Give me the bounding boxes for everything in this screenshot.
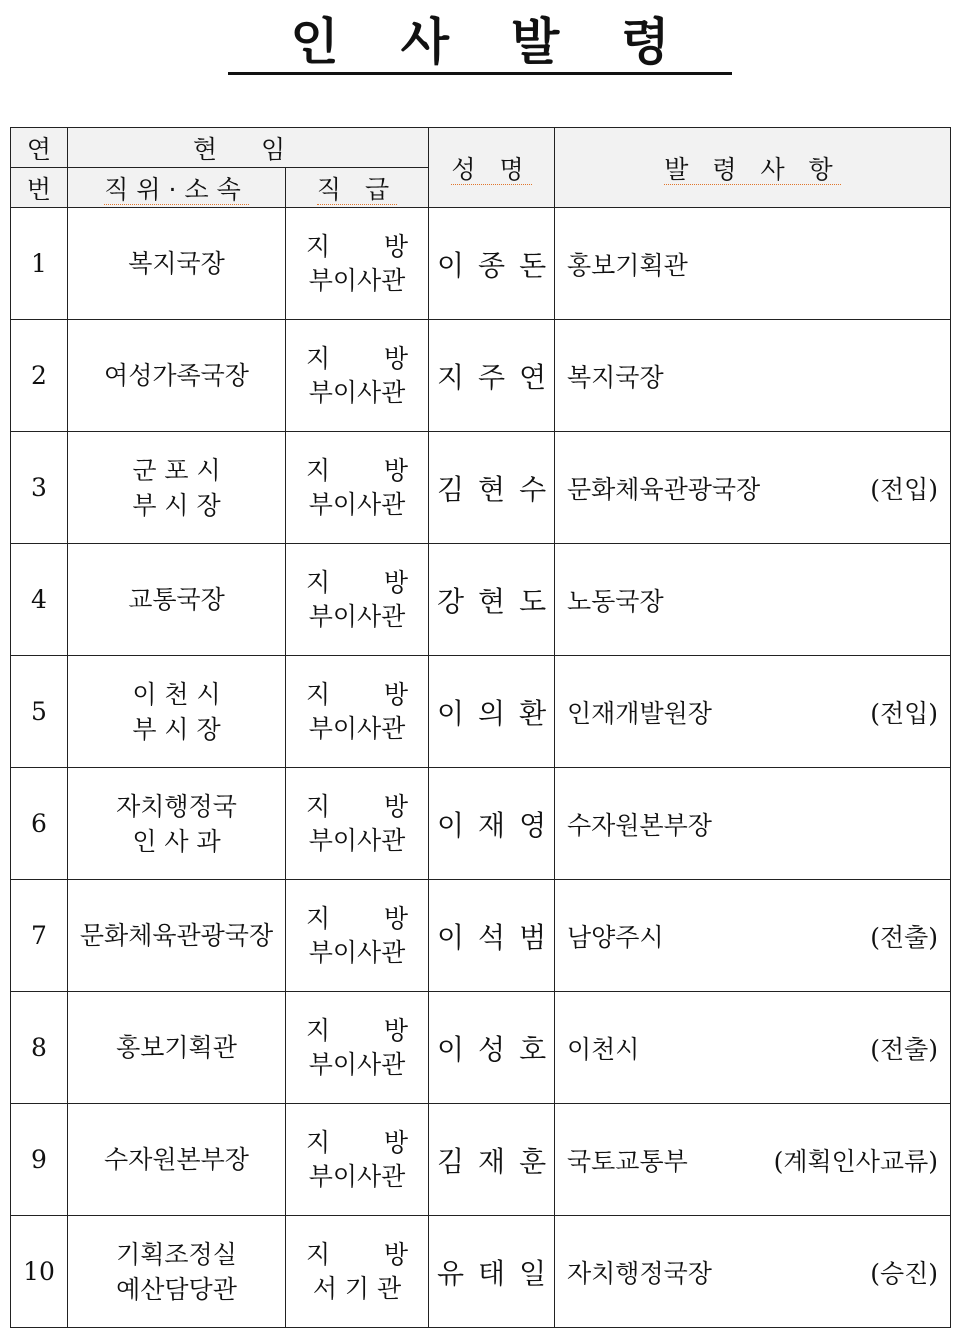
table-body — [11, 208, 951, 1328]
table-row — [11, 768, 951, 880]
header-no-bottom: 번 — [11, 168, 68, 208]
position-line1: 이 천 시 — [132, 679, 221, 709]
appointment-text: 이천시 — [567, 1034, 640, 1064]
header-current: 현 임 — [68, 128, 429, 168]
current-position — [68, 992, 286, 1104]
position-line1: 기획조정실 — [116, 1239, 237, 1269]
person-name: 김재훈 — [429, 1104, 555, 1216]
row-number: 6 — [11, 768, 68, 880]
current-position — [68, 656, 286, 768]
header-order: 발 령 사 항 — [555, 128, 951, 208]
current-position — [68, 320, 286, 432]
current-grade — [286, 1104, 429, 1216]
appointment — [555, 1104, 951, 1216]
grade-line1: 지 방 — [306, 567, 408, 597]
header-no-top: 연 — [11, 128, 68, 168]
current-position — [68, 1216, 286, 1328]
current-position — [68, 544, 286, 656]
order-note: (계획인사교류) — [773, 1146, 938, 1176]
grade-line1: 지 방 — [306, 1239, 408, 1269]
table-row — [11, 1216, 951, 1328]
position-line2: 예산담당관 — [116, 1274, 237, 1304]
appointment-text: 국토교통부 — [567, 1146, 688, 1176]
appointment — [555, 768, 951, 880]
row-number: 9 — [11, 1104, 68, 1216]
grade-line2: 부이사관 — [308, 489, 406, 519]
table-row — [11, 208, 951, 320]
current-grade — [286, 208, 429, 320]
grade-line2: 부이사관 — [308, 601, 406, 631]
grade-line2: 부이사관 — [308, 937, 406, 967]
appointment — [555, 656, 951, 768]
person-name: 김현수 — [429, 432, 555, 544]
table-row — [11, 880, 951, 992]
table-row — [11, 992, 951, 1104]
order-note: (전출) — [870, 922, 938, 952]
current-position — [68, 768, 286, 880]
grade-line2: 부이사관 — [308, 1161, 406, 1191]
appointment-text: 문화체육관광국장 — [567, 474, 761, 504]
appointment — [555, 320, 951, 432]
table-row — [11, 656, 951, 768]
grade-line1: 지 방 — [306, 679, 408, 709]
table-row — [11, 320, 951, 432]
position-line2: 부 시 장 — [132, 714, 221, 744]
table-row — [11, 544, 951, 656]
order-note: (승진) — [870, 1258, 938, 1288]
row-number: 2 — [11, 320, 68, 432]
grade-line2: 부이사관 — [308, 713, 406, 743]
current-position — [68, 208, 286, 320]
position-line2: 인 사 과 — [132, 826, 221, 856]
header-name: 성 명 — [429, 128, 555, 208]
current-grade — [286, 992, 429, 1104]
position-line1: 홍보기획관 — [116, 1033, 237, 1062]
current-grade — [286, 1216, 429, 1328]
row-number: 7 — [11, 880, 68, 992]
current-grade — [286, 880, 429, 992]
position-line2: 부 시 장 — [132, 490, 221, 520]
title-text: 인사발령 — [228, 12, 731, 75]
person-name: 이석범 — [429, 880, 555, 992]
appointment-text: 홍보기획관 — [567, 250, 688, 280]
appointment — [555, 432, 951, 544]
appointment — [555, 880, 951, 992]
current-grade — [286, 656, 429, 768]
grade-line2: 부이사관 — [308, 265, 406, 295]
row-number: 4 — [11, 544, 68, 656]
position-line1: 문화체육관광국장 — [79, 921, 274, 950]
person-name: 이재영 — [429, 768, 555, 880]
appointment — [555, 992, 951, 1104]
current-position — [68, 432, 286, 544]
person-name: 이의환 — [429, 656, 555, 768]
grade-line1: 지 방 — [306, 903, 408, 933]
personnel-table — [10, 127, 951, 1328]
appointment — [555, 208, 951, 320]
grade-line2: 서 기 관 — [312, 1273, 402, 1303]
current-grade — [286, 320, 429, 432]
grade-line1: 지 방 — [306, 231, 408, 261]
row-number: 10 — [11, 1216, 68, 1328]
current-grade — [286, 544, 429, 656]
grade-line2: 부이사관 — [308, 1049, 406, 1079]
row-number: 5 — [11, 656, 68, 768]
position-line1: 군 포 시 — [132, 455, 221, 485]
row-number: 1 — [11, 208, 68, 320]
order-note: (전입) — [870, 474, 938, 504]
appointment — [555, 1216, 951, 1328]
appointment-text: 자치행정국장 — [567, 1258, 712, 1288]
grade-line2: 부이사관 — [308, 825, 406, 855]
appointment-text: 인재개발원장 — [567, 698, 712, 728]
person-name: 이종돈 — [429, 208, 555, 320]
header-grade: 직 급 — [286, 168, 429, 208]
row-number: 3 — [11, 432, 68, 544]
current-position — [68, 1104, 286, 1216]
appointment-text: 노동국장 — [567, 586, 664, 616]
header-position: 직위·소속 — [68, 168, 286, 208]
position-line1: 여성가족국장 — [104, 361, 249, 390]
person-name: 유태일 — [429, 1216, 555, 1328]
grade-line1: 지 방 — [306, 455, 408, 485]
order-note: (전입) — [870, 698, 938, 728]
grade-line1: 지 방 — [306, 1127, 408, 1157]
current-position — [68, 880, 286, 992]
grade-line2: 부이사관 — [308, 377, 406, 407]
person-name: 이성호 — [429, 992, 555, 1104]
document-title — [0, 12, 960, 75]
order-note: (전출) — [870, 1034, 938, 1064]
position-line1: 교통국장 — [128, 585, 225, 614]
appointment-text: 수자원본부장 — [567, 810, 712, 840]
position-line1: 수자원본부장 — [104, 1145, 249, 1174]
grade-line1: 지 방 — [306, 1015, 408, 1045]
appointment-text: 남양주시 — [567, 922, 664, 952]
position-line1: 자치행정국 — [116, 791, 237, 821]
position-line1: 복지국장 — [128, 249, 225, 278]
table-row — [11, 1104, 951, 1216]
row-number: 8 — [11, 992, 68, 1104]
person-name: 강현도 — [429, 544, 555, 656]
appointment — [555, 544, 951, 656]
grade-line1: 지 방 — [306, 343, 408, 373]
table-header — [11, 128, 951, 208]
current-grade — [286, 432, 429, 544]
appointment-text: 복지국장 — [567, 362, 664, 392]
current-grade — [286, 768, 429, 880]
table-row — [11, 432, 951, 544]
person-name: 지주연 — [429, 320, 555, 432]
grade-line1: 지 방 — [306, 791, 408, 821]
